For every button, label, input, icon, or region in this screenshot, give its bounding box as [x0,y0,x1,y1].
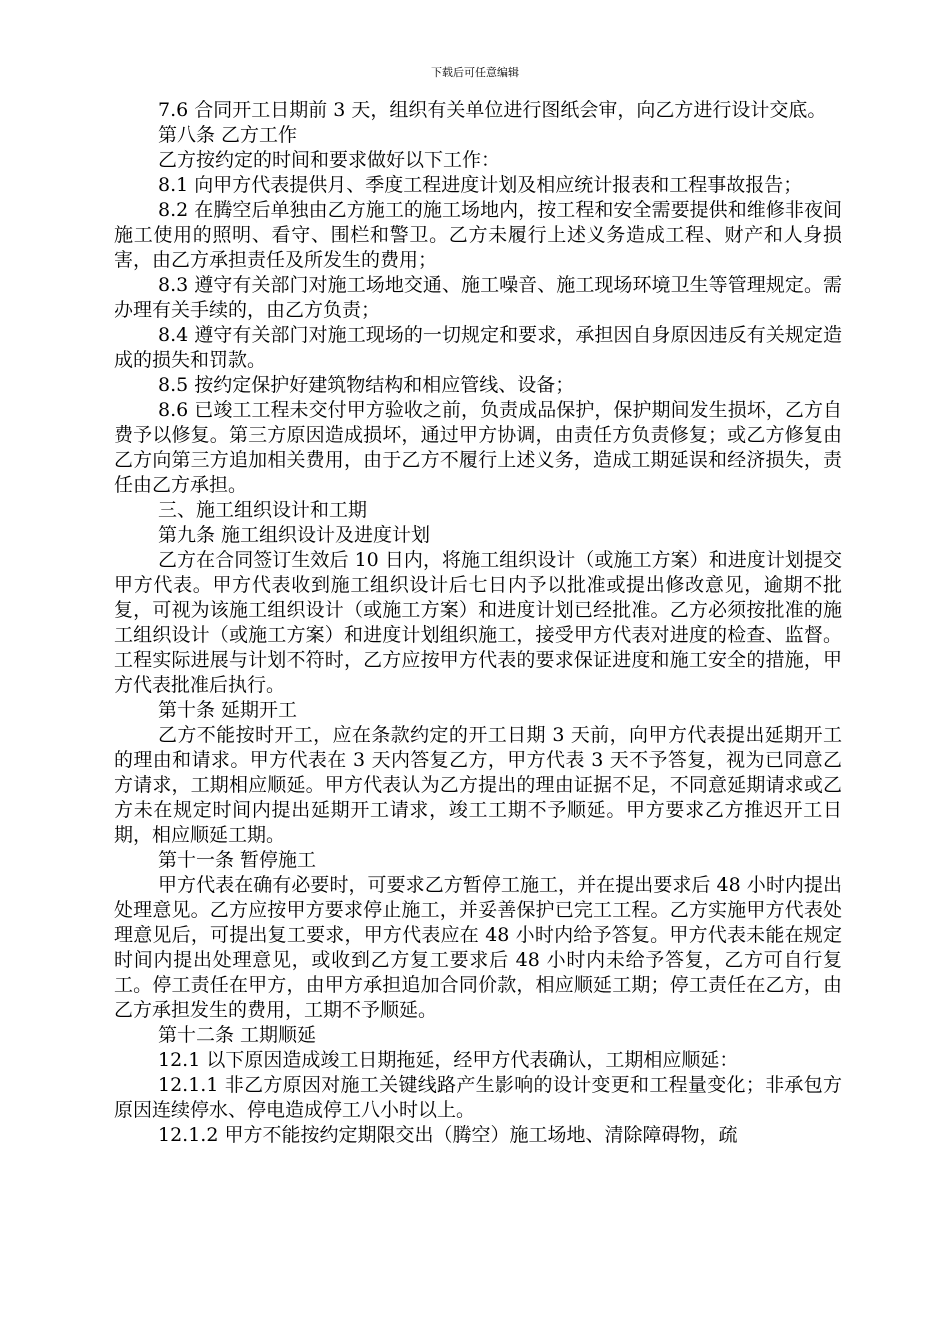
page-header: 下载后可任意编辑 [431,66,519,79]
section-heading: 第八条 乙方工作 [158,124,298,146]
paragraph: 7.6 合同开工日期前 3 天，组织有关单位进行图纸会审，向乙方进行设计交底。 [158,99,827,121]
paragraph: 12.1.2 甲方不能按约定期限交出（腾空）施工场地、清除障碍物，疏 [158,1124,738,1146]
section-heading: 第十二条 工期顺延 [158,1024,317,1046]
paragraph: 12.1.1 非乙方原因对施工关键线路产生影响的设计变更和工程量变化；非承包方原因连续停水、停电造成停工八小时以上。 [114,1074,842,1121]
paragraph: 8.5 按约定保护好建筑物结构和相应管线、设备； [158,374,575,396]
paragraph: 12.1 以下原因造成竣工日期拖延，经甲方代表确认，工期相应顺延： [158,1049,739,1071]
paragraph: 乙方在合同签订生效后 10 日内，将施工组织设计（或施工方案）和进度计划提交甲方代表。甲方代表收到施工组织设计后七日内予以批准或提出修改意见，逾期不批复，可视为该施工组织设计（或施工方案）和进度计划已经批准。乙方必须按批准的施工组织设计（或施工方案）和进度计划组织施工，接受甲方代表对进度的检查、监督。工程实际进展与计划不符时，乙方应按甲方代表的要求保证进度和施工安全的措施，甲方代表批准后执行。 [114,549,842,696]
paragraph: 8.6 已竣工工程未交付甲方验收之前，负责成品保护，保护期间发生损坏，乙方自费予以修复。第三方原因造成损坏，通过甲方协调，由责任方负责修复；或乙方修复由乙方向第三方追加相关费用，由于乙方不履行上述义务，造成工期延误和经济损失，责任由乙方承担。 [114,399,842,496]
paragraph: 8.2 在腾空后单独由乙方施工的施工场地内，按工程和安全需要提供和维修非夜间施工使用的照明、看守、围栏和警卫。乙方未履行上述义务造成工程、财产和人身损害，由乙方承担责任及所发生的费用； [114,199,842,271]
section-heading: 三、施工组织设计和工期 [158,499,368,521]
paragraph: 8.4 遵守有关部门对施工现场的一切规定和要求，承担因自身原因违反有关规定造成的损失和罚款。 [114,324,842,371]
section-heading: 第九条 施工组织设计及进度计划 [158,524,431,546]
paragraph: 甲方代表在确有必要时，可要求乙方暂停工施工，并在提出要求后 48 小时内提出处理意见。乙方应按甲方要求停止施工，并妥善保护已完工工程。乙方实施甲方代表处理意见后，可提出复工要求，甲方代表应在 48 小时内给予答复。甲方代表未能在规定时间内提出处理意见，或收到乙方复工要求后 48 小时内未给予答复，乙方可自行复工。停工责任在甲方，由甲方承担追加合同价款，相应顺延工期；停工责任在乙方，由乙方承担发生的费用，工期不予顺延。 [114,874,842,1021]
section-heading: 第十条 延期开工 [158,699,298,721]
section-heading: 第十一条 暂停施工 [158,849,317,871]
paragraph: 8.3 遵守有关部门对施工场地交通、施工噪音、施工现场环境卫生等管理规定。需办理有关手续的，由乙方负责； [114,274,842,321]
document-body [114,98,842,1148]
paragraph: 8.1 向甲方代表提供月、季度工程进度计划及相应统计报表和工程事故报告； [158,174,803,196]
paragraph: 乙方不能按时开工，应在条款约定的开工日期 3 天前，向甲方代表提出延期开工的理由和请求。甲方代表在 3 天内答复乙方，甲方代表 3 天不予答复，视为已同意乙方请求，工期相应顺延。甲方代表认为乙方提出的理由证据不足，不同意延期请求或乙方未在规定时间内提出延期开工请求，竣工工期不予顺延。甲方要求乙方推迟开工日期，相应顺延工期。 [114,724,842,846]
paragraph: 乙方按约定的时间和要求做好以下工作： [158,149,501,171]
